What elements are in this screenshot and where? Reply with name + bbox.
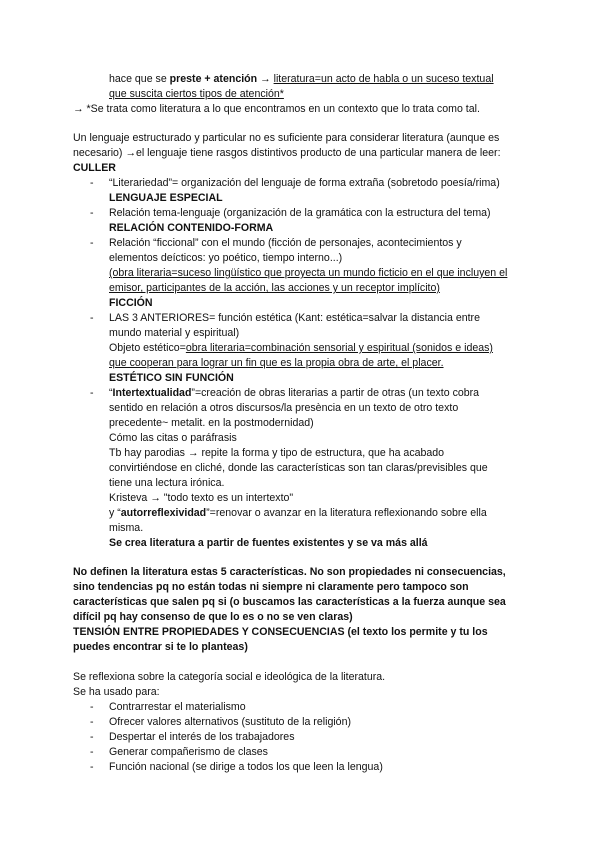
list1-item-4-line-1: LAS 3 ANTERIORES= función estética (Kant: estética=salvar la distancia entre [109, 312, 480, 324]
list1-item-5-line-7: tiene una lectura irónica. [109, 477, 225, 489]
list1-dash-3: - [90, 237, 94, 249]
list1-item-5-line-9 [109, 506, 487, 522]
social-item-4: Generar compañerismo de clases [109, 746, 268, 758]
social-item-5: Función nacional (se dirige a todos los que leen la lengua) [109, 761, 383, 773]
intro-line-2: necesario) →el lenguaje tiene rasgos distintivos producto de una particular manera de leer: [73, 147, 501, 159]
list1-heading-4: ESTÉTICO SIN FUNCIÓN [109, 372, 234, 384]
social-line-1: Se reflexiona sobre la categoría social e ideológica de la literatura. [73, 671, 386, 683]
top-line-1 [109, 72, 494, 88]
list1-dash-5: - [90, 387, 94, 399]
top-line-1-bold: preste + atención [169, 73, 258, 85]
intro-line-1: Un lenguaje estructurado y particular no es suficiente para considerar literatura (aunque es [73, 132, 500, 144]
social-dash-4: - [90, 746, 94, 758]
top-line-2: que suscita ciertos tipos de atención* [109, 88, 284, 100]
social-dash-5: - [90, 761, 94, 773]
top-line-1-underlined: literatura=un acto de habla o un suceso textual [273, 73, 494, 85]
conclusion-line-5: TENSIÓN ENTRE PROPIEDADES Y CONSECUENCIAS (el texto los permite y tu los [73, 626, 488, 638]
conclusion-line-2: sino tendencias pq no están todas ni siempre ni claramente pero tampoco son [73, 581, 469, 593]
list1-item-5-line-9-post: ”=renovar o avanzar en la literatura reflexionando sobre ella [206, 507, 487, 519]
list1-item-4-line-4: que cooperan para lograr un fin que es la propia obra de arte, el placer. [109, 357, 444, 369]
list1-item-5-line-3: precedente~ metalit. en la postmodernidad) [109, 417, 314, 429]
social-item-3: Despertar el interés de los trabajadores [109, 731, 295, 743]
list1-item-5-line-11: Se crea literatura a partir de fuentes existentes y se va más allá [109, 537, 428, 549]
list1-item-5-line-2: sentido en relación a otros discursos/la presència en un texto de otro texto [109, 402, 459, 414]
list1-item-4-line-2: mundo material y espiritual) [109, 327, 240, 339]
social-dash-3: - [90, 731, 94, 743]
social-item-1: Contrarrestar el materialismo [109, 701, 246, 713]
social-dash-2: - [90, 716, 94, 728]
top-line-1-arrow: → [257, 73, 274, 85]
list1-item-5-line-5: Tb hay parodias → repite la forma y tipo de estructura, que ha acabado [109, 447, 445, 459]
list1-item-5-line-1-post: ”=creación de obras literarias a partir de otras (un texto cobra [191, 387, 480, 399]
list1-item-5-line-4: Cómo las citas o paráfrasis [109, 432, 237, 444]
list1-item-5-line-1-bold: Intertextualidad [112, 387, 192, 399]
social-line-2: Se ha usado para: [73, 686, 160, 698]
list1-heading-3: FICCIÓN [109, 297, 153, 309]
list1-dash-4: - [90, 312, 94, 324]
list1-item-4-line-3-under: obra literaria=combinación sensorial y espiritual (sonidos e ideas) [185, 342, 493, 354]
social-item-2: Ofrecer valores alternativos (sustituto de la religión) [109, 716, 351, 728]
conclusion-line-6: puedes encontrar si te lo planteas) [73, 641, 248, 653]
list1-item-5-line-9-pre: y “ [109, 507, 121, 519]
list1-item-5-line-6: convirtiéndose en cliché, donde las características son tan claras/previsibles que [109, 462, 488, 474]
list1-heading-1: LENGUAJE ESPECIAL [109, 192, 223, 204]
top-line-3: → *Se trata como literatura a lo que encontramos en un contexto que lo trata como tal. [73, 103, 480, 115]
list1-item-2: Relación tema-lenguaje (organización de la gramática con la estructura del tema) [109, 207, 491, 219]
conclusion-line-4: difícil pq hay consenso de que lo es o no se ven claras) [73, 611, 353, 623]
list1-item-3-line-2: elementos deícticos: yo poético, tiempo interno...) [109, 252, 343, 264]
list1-dash-1: - [90, 177, 94, 189]
list1-item-5-line-8: Kristeva → "todo texto es un intertexto" [109, 492, 294, 504]
list1-item-5-line-9-bold: autorreflexividad [120, 507, 207, 519]
social-dash-1: - [90, 701, 94, 713]
intro-heading-culler: CULLER [73, 162, 116, 174]
top-line-1-pre: hace que se [109, 73, 170, 85]
list1-item-1: “Literariedad”= organización del lenguaje de forma extraña (sobretodo poesía/rima) [109, 177, 500, 189]
conclusion-line-3: características que salen pq si (o buscamos las características a la fuerza aunque sea [73, 596, 506, 608]
list1-item-5-line-1-pre: “ [109, 387, 113, 399]
list1-item-3-line-1: Relación “ficcional” con el mundo (ficción de personajes, acontecimientos y [109, 237, 462, 249]
conclusion-line-1: No definen la literatura estas 5 características. No son propiedades ni consecuencias, [73, 566, 506, 578]
list1-item-5-line-10: misma. [109, 522, 144, 534]
list1-item-3-line-3: (obra literaria=suceso lingüístico que proyecta un mundo ficticio en el que incluyen el [109, 267, 508, 279]
list1-dash-2: - [90, 207, 94, 219]
list1-heading-2: RELACIÓN CONTENIDO-FORMA [109, 222, 274, 234]
list1-item-3-line-4: emisor, participantes de la acción, las acciones y un receptor implícito) [109, 282, 440, 294]
list1-item-4-line-3 [109, 341, 493, 357]
list1-item-5-line-1 [109, 386, 479, 402]
list1-item-4-line-3-pre: Objeto estético= [109, 342, 186, 354]
